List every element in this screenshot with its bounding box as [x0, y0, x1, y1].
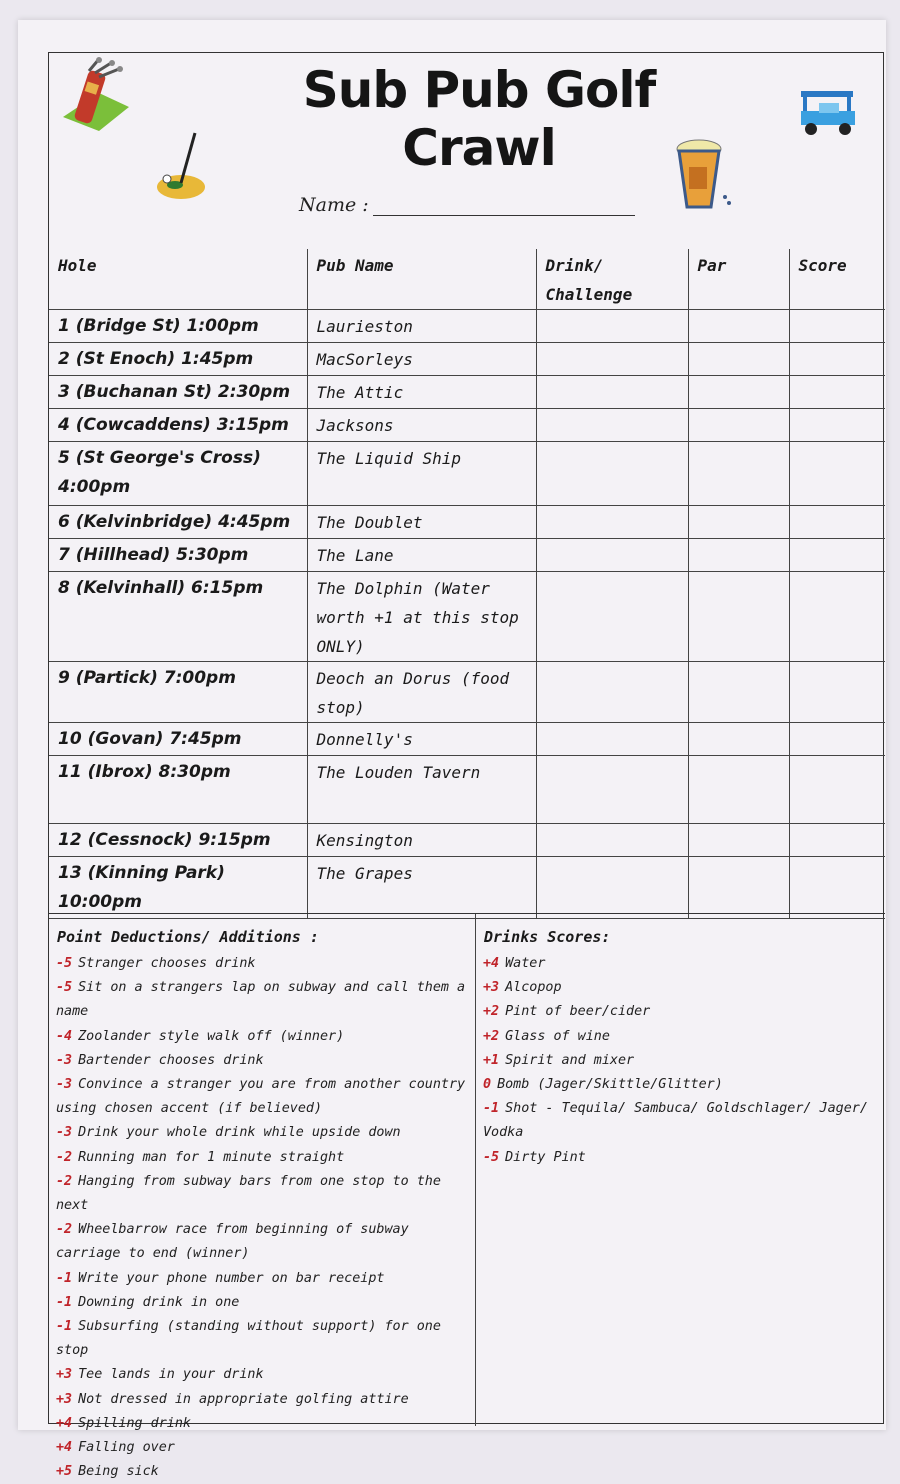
points-value: -1: [483, 1101, 500, 1117]
header-score: Score: [789, 249, 885, 310]
points-value: +2: [483, 1004, 500, 1020]
table-row: [49, 572, 885, 662]
hole-cell: 1 (Bridge St) 1:00pm: [49, 310, 307, 343]
table-row: [49, 310, 885, 343]
points-value: +4: [483, 956, 500, 971]
rule-text: Subsurfing (standing without support) for one stop: [56, 1319, 441, 1359]
par-cell[interactable]: [688, 376, 789, 409]
deduction-item: [49, 1267, 475, 1291]
points-value: +3: [483, 980, 500, 996]
drinks-panel: [476, 914, 885, 1426]
points-value: -3: [56, 1077, 73, 1093]
drink-score-item: [476, 952, 885, 976]
rule-text: Spilling drink: [78, 1415, 191, 1431]
deduction-item: [49, 1049, 475, 1073]
hole-cell: 7 (Hillhead) 5:30pm: [49, 539, 307, 572]
points-value: -5: [483, 1149, 500, 1165]
score-cell[interactable]: [789, 343, 885, 376]
table-row: [49, 506, 885, 539]
rule-text: Spirit and mixer: [505, 1052, 635, 1068]
table-row: [49, 376, 885, 409]
deduction-item: [49, 1291, 475, 1315]
drink-score-item: [476, 1146, 885, 1170]
pub-cell: Laurieston: [307, 310, 536, 343]
score-cell[interactable]: [789, 539, 885, 572]
drink-cell[interactable]: [536, 442, 688, 506]
points-value: -1: [56, 1294, 73, 1310]
points-value: -2: [56, 1173, 73, 1189]
points-value: -2: [56, 1222, 73, 1238]
points-value: -3: [56, 1052, 73, 1068]
drink-cell[interactable]: [536, 409, 688, 442]
hole-cell: 4 (Cowcaddens) 3:15pm: [49, 409, 307, 442]
page-title: Sub Pub Golf Crawl: [302, 61, 656, 177]
rule-text: Zoolander style walk off (winner): [78, 1028, 345, 1044]
points-value: +4: [56, 1415, 73, 1431]
deduction-item: [49, 1315, 475, 1363]
par-cell[interactable]: [688, 506, 789, 539]
hole-cell: 13 (Kinning Park) 10:00pm: [49, 857, 307, 919]
score-cell[interactable]: [789, 409, 885, 442]
drink-cell[interactable]: [536, 310, 688, 343]
rule-text: Downing drink in one: [78, 1294, 240, 1310]
deduction-item: [49, 1170, 475, 1218]
drink-cell[interactable]: [536, 506, 688, 539]
deduction-item: [49, 1146, 475, 1170]
points-value: -3: [56, 1125, 73, 1141]
par-cell[interactable]: [688, 857, 789, 919]
rule-text: Pint of beer/cider: [505, 1004, 651, 1020]
paper: [18, 20, 886, 1480]
header-pub-name: Pub Name: [307, 249, 536, 310]
hole-cell: 2 (St Enoch) 1:45pm: [49, 343, 307, 376]
table-row: [49, 723, 885, 756]
drink-cell[interactable]: [536, 662, 688, 723]
score-cell[interactable]: [789, 376, 885, 409]
points-value: +1: [483, 1052, 500, 1068]
beer-glass-icon: [671, 139, 737, 213]
pub-cell: The Lane: [307, 539, 536, 572]
score-cell[interactable]: [789, 572, 885, 662]
points-value: -1: [56, 1319, 73, 1335]
score-cell[interactable]: [789, 824, 885, 857]
deduction-item: [49, 1025, 475, 1049]
par-cell[interactable]: [688, 343, 789, 376]
score-cell[interactable]: [789, 662, 885, 723]
pub-cell: The Doublet: [307, 506, 536, 539]
par-cell[interactable]: [688, 723, 789, 756]
drinks-title: Drinks Scores:: [484, 928, 611, 946]
drink-score-item: [476, 1000, 885, 1024]
drink-score-item: [476, 1073, 885, 1097]
golf-bag-icon: [59, 57, 131, 135]
hole-cell: 10 (Govan) 7:45pm: [49, 723, 307, 756]
table-row: [49, 824, 885, 857]
deduction-item: [49, 1363, 475, 1387]
drink-cell[interactable]: [536, 572, 688, 662]
hole-cell: 5 (St George's Cross) 4:00pm: [49, 442, 307, 506]
table-row: [49, 343, 885, 376]
drink-cell[interactable]: [536, 723, 688, 756]
hole-cell: 9 (Partick) 7:00pm: [49, 662, 307, 723]
score-cell[interactable]: [789, 506, 885, 539]
pub-cell: Donnelly's: [307, 723, 536, 756]
drink-cell[interactable]: [536, 756, 688, 824]
deduction-item: [49, 1121, 475, 1145]
points-value: +3: [56, 1391, 73, 1407]
drink-score-item: [476, 1097, 885, 1145]
rule-text: Hanging from subway bars from one stop to the next: [56, 1173, 441, 1214]
table-row: [49, 409, 885, 442]
pub-cell: The Grapes: [307, 857, 536, 919]
deductions-title: Point Deductions/ Additions :: [57, 928, 319, 946]
rule-text: Water: [505, 956, 546, 971]
header-drink-challenge: Drink/ Challenge: [536, 249, 688, 310]
score-cell[interactable]: [789, 723, 885, 756]
points-value: -4: [56, 1028, 73, 1044]
points-value: -5: [56, 980, 73, 996]
table-row: [49, 857, 885, 919]
deduction-item: [49, 1436, 475, 1460]
hole-cell: 12 (Cessnock) 9:15pm: [49, 824, 307, 857]
drink-score-item: [476, 976, 885, 1000]
drink-cell[interactable]: [536, 857, 688, 919]
rule-text: Stranger chooses drink: [78, 956, 256, 971]
deduction-item: [49, 1412, 475, 1436]
scoring-rules: [49, 913, 885, 1480]
rule-text: Wheelbarrow race from beginning of subway carriage to end (winner): [56, 1222, 409, 1262]
deduction-item: [49, 1460, 475, 1484]
points-value: -1: [56, 1270, 73, 1286]
rule-text: Convince a stranger you are from another country using chosen accent (if believed): [56, 1077, 466, 1117]
points-value: +2: [483, 1028, 500, 1044]
points-value: -2: [56, 1149, 73, 1165]
score-cell[interactable]: [789, 442, 885, 506]
drink-cell[interactable]: [536, 824, 688, 857]
deduction-item: [49, 952, 475, 976]
deductions-list: [49, 952, 475, 1484]
pub-cell: The Liquid Ship: [307, 442, 536, 506]
table-row: [49, 442, 885, 506]
points-value: +4: [56, 1440, 73, 1456]
drink-cell[interactable]: [536, 343, 688, 376]
rule-text: Not dressed in appropriate golfing attire: [78, 1391, 409, 1407]
pub-cell: The Attic: [307, 376, 536, 409]
drink-cell[interactable]: [536, 376, 688, 409]
deduction-item: [49, 1073, 475, 1121]
par-cell[interactable]: [688, 409, 789, 442]
pub-cell: The Dolphin (Water worth +1 at this stop ONLY): [307, 572, 536, 662]
name-label: Name :: [299, 194, 369, 216]
header-par: Par: [688, 249, 789, 310]
rule-text: Tee lands in your drink: [78, 1367, 264, 1383]
score-cell[interactable]: [789, 310, 885, 343]
rule-text: Falling over: [78, 1440, 175, 1456]
deduction-item: [49, 976, 475, 1024]
rule-text: Write your phone number on bar receipt: [78, 1270, 385, 1286]
points-value: +5: [56, 1464, 73, 1480]
rule-text: Bartender chooses drink: [78, 1052, 264, 1068]
rule-text: Dirty Pint: [505, 1149, 586, 1165]
name-field[interactable]: [299, 193, 635, 216]
pub-cell: Kensington: [307, 824, 536, 857]
table-row: [49, 662, 885, 723]
hole-cell: 6 (Kelvinbridge) 4:45pm: [49, 506, 307, 539]
hole-cell: 8 (Kelvinhall) 6:15pm: [49, 572, 307, 662]
par-cell[interactable]: [688, 539, 789, 572]
pub-cell: MacSorleys: [307, 343, 536, 376]
drink-score-item: [476, 1025, 885, 1049]
deduction-item: [49, 1218, 475, 1266]
rule-text: Glass of wine: [505, 1028, 610, 1044]
rule-text: Shot - Tequila/ Sambuca/ Goldschlager/ Jager/ Vodka: [483, 1101, 868, 1141]
name-blank[interactable]: [373, 193, 635, 216]
score-cell[interactable]: [789, 857, 885, 919]
par-cell[interactable]: [688, 662, 789, 723]
rule-text: Running man for 1 minute straight: [78, 1149, 345, 1165]
golf-club-icon: [153, 129, 213, 205]
rule-text: Drink your whole drink while upside down: [78, 1125, 401, 1141]
header-hole: Hole: [49, 249, 307, 310]
hole-cell: 3 (Buchanan St) 2:30pm: [49, 376, 307, 409]
par-cell[interactable]: [688, 310, 789, 343]
par-cell[interactable]: [688, 572, 789, 662]
table-row: [49, 539, 885, 572]
table-row: [49, 756, 885, 824]
rule-text: Being sick: [78, 1464, 159, 1480]
points-value: -5: [56, 956, 73, 971]
rule-text: Sit on a strangers lap on subway and call them a name: [56, 980, 466, 1020]
drink-score-item: [476, 1049, 885, 1073]
par-cell[interactable]: [688, 824, 789, 857]
pub-cell: Deoch an Dorus (food stop): [307, 662, 536, 723]
hole-cell: 11 (Ibrox) 8:30pm: [49, 756, 307, 824]
drink-cell[interactable]: [536, 539, 688, 572]
score-sheet: [48, 52, 884, 1480]
pub-cell: The Louden Tavern: [307, 756, 536, 824]
deduction-item: [49, 1388, 475, 1412]
pub-cell: Jacksons: [307, 409, 536, 442]
rule-text: Alcopop: [505, 980, 562, 996]
holes-table: [49, 249, 885, 919]
par-cell[interactable]: [688, 442, 789, 506]
deductions-panel: [49, 914, 476, 1480]
drinks-list: [476, 952, 885, 1170]
points-value: +3: [56, 1367, 73, 1383]
points-value: 0: [483, 1077, 492, 1093]
par-cell[interactable]: [688, 756, 789, 824]
golf-cart-icon: [797, 87, 859, 139]
rule-text: Bomb (Jager/Skittle/Glitter): [497, 1077, 723, 1093]
score-cell[interactable]: [789, 756, 885, 824]
